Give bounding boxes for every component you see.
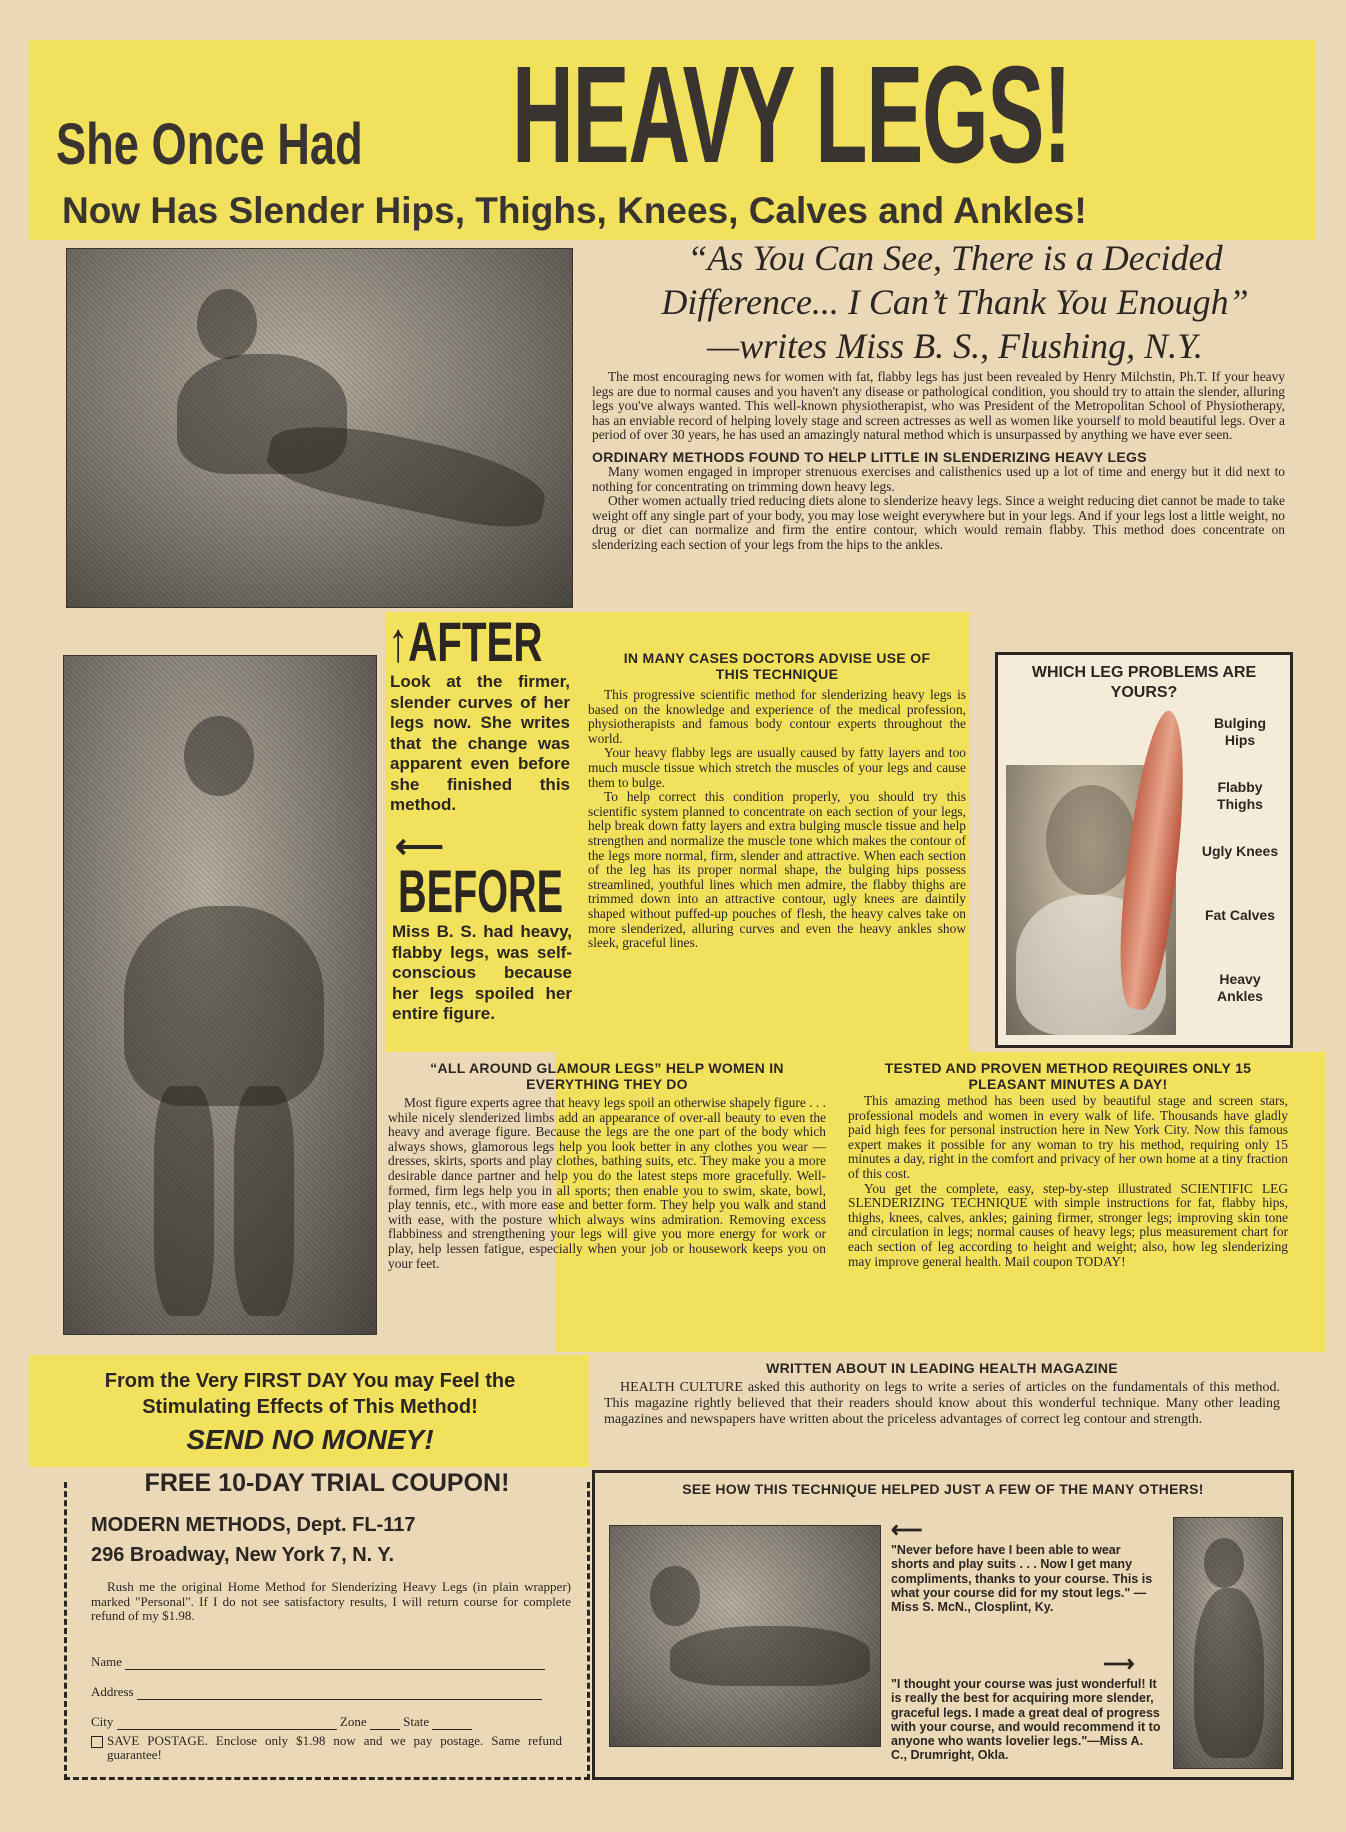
ordinary-heading: ORDINARY METHODS FOUND TO HELP LITTLE IN SLENDERIZING HEAVY LEGS	[592, 448, 1147, 465]
quote-line-1: “As You Can See, There is a Decided	[687, 238, 1223, 278]
tested-paragraph-1: This amazing method has been used by beautiful stage and screen stars, professional models and women in every walk of life. Thousands have gladly paid high fees for personal instruction here in New York City. Now this famous expert makes it possible for any woman to try his method, requiring only 15 minutes a day, right in the comfort and privacy of her own home at a tiny fraction of this cost.	[848, 1093, 1288, 1181]
tested-column	[848, 1060, 1288, 1269]
coupon-address: 296 Broadway, New York 7, N. Y.	[91, 1544, 395, 1566]
doctors-heading: IN MANY CASES DOCTORS ADVISE USE OF THIS TECHNIQUE	[623, 650, 931, 682]
intro-column	[592, 370, 1285, 553]
testimonial-1: "Never before have I been able to wear shorts and play suits . . . Now I get many compliments, thanks to your course. This is what your course did for my stout legs." —Miss S. McN., Closplint, Ky.	[891, 1543, 1153, 1615]
address-field[interactable]	[137, 1687, 542, 1700]
glamour-heading: “ALL AROUND GLAMOUR LEGS” HELP WOMEN IN EVERYTHING THEY DO	[430, 1060, 784, 1092]
state-label: State	[403, 1714, 430, 1729]
intro-paragraph: The most encouraging news for women with fat, flabby legs has just been revealed by Henry Milchstin, Ph.T. If your heavy legs are due to normal causes and you haven't any disease or pathological condition, you should try to attain the slender, alluring legs you've always wanted. This well-known physiotherapist, who was President of the Metropolitan School of Physiotherapy, has an enviable record of helping lovely stage and screen actresses as well as women like yourself to mold beautiful legs. Over a period of over 30 years, he has used an amazingly natural method which is unsurpassed by anything we have ever seen.	[592, 369, 1285, 443]
magazine-paragraph: HEALTH CULTURE asked this authority on legs to write a series of articles on the fundamentals of this method. This magazine rightly believed that their readers should know about this wonderful technique. Many other leading magazines and newspapers have written about the priceless advantages of correct leg contour and strength.	[604, 1380, 1280, 1427]
save-postage-row	[91, 1734, 571, 1762]
before-photo	[63, 655, 377, 1335]
coupon-address-row	[91, 1684, 571, 1700]
address-label: Address	[91, 1684, 134, 1699]
coupon-company: MODERN METHODS, Dept. FL-117	[91, 1514, 416, 1536]
ordinary-paragraph-2: Other women actually tried reducing diets alone to slenderize heavy legs. Since a weight reducing diet cannot be made to take weight off any single part of your body, you may lose weight everywhere but in your legs. And if your legs lost a little weight, no drug or diet can normalize and firm the entire contour, which would remain flabby. This method does concentrate on slenderizing each section of your legs from the hips to the ankles.	[592, 493, 1285, 552]
others-heading: SEE HOW THIS TECHNIQUE HELPED JUST A FEW OF THE MANY OTHERS!	[682, 1481, 1204, 1497]
problem-flabby-thighs: Flabby Thighs	[1217, 779, 1263, 812]
name-label: Name	[91, 1654, 123, 1669]
coupon-name-row	[91, 1654, 571, 1670]
testimonial-arrow-right: ⟶	[1103, 1651, 1135, 1676]
testimonial-arrow-left: ⟵	[891, 1517, 923, 1542]
before-label: BEFORE	[398, 858, 564, 925]
tested-paragraph-2: You get the complete, easy, step-by-step illustrated SCIENTIFIC LEG SLENDERIZING TECHNIQUE with simple instructions for fat, flabby hips, thighs, knees, calves, ankles; gaining firmer, stronger legs; improving skin tone and circulation in legs; normal causes of heavy legs; plus measurement chart for each section of leg according to height and weight; also, how leg slenderizing may improve general health. Mail coupon TODAY!	[848, 1180, 1288, 1269]
headline-pre: She Once Had	[56, 112, 363, 177]
magazine-heading: WRITTEN ABOUT IN LEADING HEALTH MAGAZINE	[766, 1360, 1118, 1376]
state-field[interactable]	[432, 1717, 472, 1730]
save-postage-text: SAVE POSTAGE. Enclose only $1.98 now and we pay postage. Same refund guarantee!	[107, 1733, 562, 1762]
zone-field[interactable]	[370, 1717, 400, 1730]
doctors-paragraph-1: This progressive scientific method for slenderizing heavy legs is based on the knowledge and experience of the medical profession, physiotherapists and famous body contour experts throughout the world.	[588, 687, 966, 746]
headline-main: HEAVY LEGS!	[512, 38, 1071, 192]
doctors-column	[588, 650, 966, 951]
testimonial-quote	[580, 236, 1330, 368]
first-day-line-2: Stimulating Effects of This Method!	[142, 1396, 478, 1418]
after-caption: Look at the firmer, slender curves of her legs now. She writes that the change was apparent even before she finished this method.	[390, 672, 570, 814]
others-box	[592, 1470, 1294, 1780]
headline-sub: Now Has Slender Hips, Thighs, Knees, Calves and Ankles!	[62, 190, 1087, 231]
coupon-body: Rush me the original Home Method for Slenderizing Heavy Legs (in plain wrapper) marked "Personal". If I do not see satisfactory results, I will return course for complete refund of my $1.98.	[91, 1579, 571, 1623]
city-label: City	[91, 1714, 114, 1729]
send-no-money: SEND NO MONEY!	[186, 1424, 434, 1455]
before-caption: Miss B. S. had heavy, flabby legs, was self-conscious because her legs spoiled her entire figure.	[392, 922, 572, 1023]
after-label: ↑AFTER	[388, 610, 543, 673]
trial-coupon[interactable]	[64, 1469, 590, 1780]
glamour-paragraph: Most figure experts agree that heavy legs spoil an otherwise shapely figure . . . while nicely slenderized limbs add an appearance of over-all beauty to even the heavy and average figure. Because the legs are the one part of the body which always shows, glamorous legs help you look better in any clothes you wear — dresses, skirts, sports and play clothes, bathing suits, etc. They make you a more desirable dance partner and help you do the latest steps more gracefully. Well-formed, firm legs help you in all sports; then enable you to swim, skate, bowl, play tennis, etc., with more ease and better form. They help you walk and stand with ease, with the posture which always wins admiration. Removing excess flabbiness and strengthening your legs will give you more energy for work or play, help lessen fatigue, especially when your job or housework keeps you on your feet.	[388, 1095, 826, 1271]
after-photo	[66, 248, 573, 608]
zone-label: Zone	[339, 1714, 367, 1729]
tested-heading: TESTED AND PROVEN METHOD REQUIRES ONLY 15 PLEASANT MINUTES A DAY!	[884, 1060, 1252, 1092]
ordinary-paragraph-1: Many women engaged in improper strenuous exercises and calisthenics used up a lot of time and energy but it did next to nothing for concentrating on trimming down heavy legs.	[592, 463, 1285, 494]
leg-problems-title: WHICH LEG PROBLEMS ARE YOURS?	[1031, 664, 1257, 701]
quote-line-2: Difference... I Can’t Thank You Enough”	[661, 282, 1249, 322]
problem-ugly-knees: Ugly Knees	[1201, 843, 1279, 859]
name-field[interactable]	[125, 1657, 545, 1670]
problem-heavy-ankles: Heavy Ankles	[1217, 971, 1263, 1004]
problem-bulging-hips: Bulging Hips	[1213, 715, 1267, 748]
save-postage-checkbox[interactable]	[91, 1736, 103, 1748]
first-day-line-1: From the Very FIRST DAY You may Feel the	[104, 1370, 516, 1392]
coupon-city-row	[91, 1714, 571, 1730]
doctors-paragraph-2: Your heavy flabby legs are usually caused by fatty layers and too much muscle tissue which stretch the muscles of your legs and cause them to bulge.	[588, 745, 966, 790]
doctors-paragraph-3: To help correct this condition properly, you should try this scientific system planned to concentrate on each section of your legs, help break down fatty layers and extra bulging muscle tissue and help strengthen and normalize the muscle tone which makes the contour of the legs more normal, firm, slender and attractive. When each section of the leg has its proper normal shape, the bulging hips possess streamlined, youthful lines which men admire, the flabby thighs are trimmed down into an attractive contour, ugly knees are daintily shaped without puffed-up pouches of flesh, the heavy calves take on more slenderized, alluring curves and even the heavy ankles show sleek, graceful lines.	[588, 789, 966, 951]
quote-line-3: —writes Miss B. S., Flushing, N.Y.	[707, 326, 1203, 366]
others-photo-right	[1173, 1517, 1283, 1769]
glamour-column	[388, 1060, 826, 1271]
problem-fat-calves: Fat Calves	[1204, 907, 1276, 923]
magazine-section	[604, 1360, 1280, 1428]
leg-problems-box	[995, 652, 1293, 1048]
others-photo-left	[609, 1525, 881, 1747]
coupon-title: FREE 10-DAY TRIAL COUPON!	[67, 1468, 587, 1498]
before-arrow: ⟵	[395, 828, 444, 866]
city-field[interactable]	[117, 1717, 337, 1730]
testimonial-2: "I thought your course was just wonderful! It is really the best for acquiring more slender, graceful legs. I made a great deal of progress with your course, and would recommend it to anyone who wants lovelier legs."—Miss A. C., Drumright, Okla.	[891, 1677, 1161, 1763]
first-day-text	[30, 1368, 590, 1460]
